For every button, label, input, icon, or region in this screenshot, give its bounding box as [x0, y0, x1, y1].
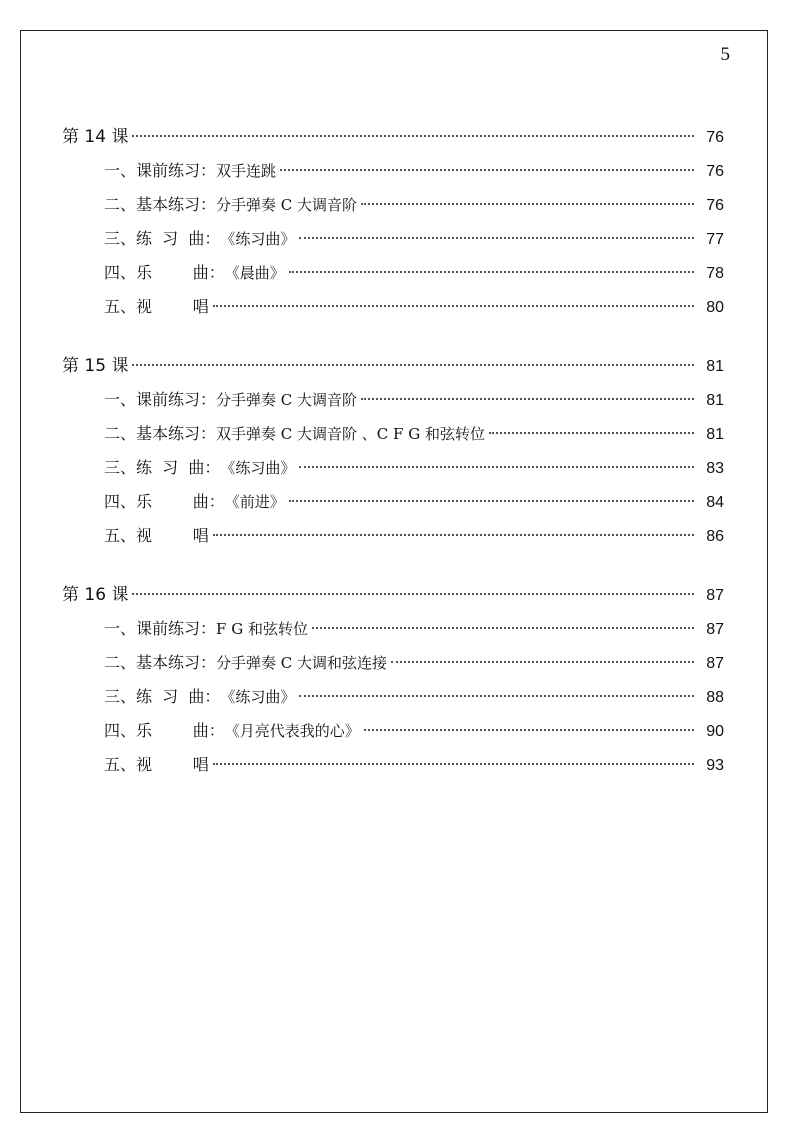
page-ref: 76	[706, 197, 724, 214]
lesson-title: 第 16 课	[62, 585, 129, 605]
entry-label: 一、课前练习：	[104, 390, 217, 409]
page-ref: 80	[706, 299, 724, 316]
page-number: 5	[720, 44, 730, 65]
dot-leader	[132, 364, 694, 366]
entry-label: 五、视 唱	[104, 297, 209, 316]
dot-leader	[299, 466, 694, 468]
entry-label: 二、基本练习：	[104, 653, 217, 672]
entry-label: 二、基本练习：	[104, 424, 217, 443]
dot-leader	[391, 661, 694, 663]
entry-label: 三、练 习 曲：	[104, 687, 221, 706]
toc-entry[interactable]	[62, 154, 724, 188]
page-ref: 81	[706, 426, 724, 443]
entry-subtitle: 《前进》	[224, 493, 285, 511]
entry-label: 二、基本练习：	[104, 195, 217, 214]
entry-subtitle: 《晨曲》	[224, 264, 285, 282]
dot-leader	[213, 305, 694, 307]
page-ref: 93	[706, 757, 724, 774]
entry-subtitle: 分手弹奏 C 大调音阶	[216, 391, 358, 409]
dot-leader	[213, 763, 694, 765]
toc-entry[interactable]	[62, 417, 724, 451]
toc-entry[interactable]	[62, 612, 724, 646]
lesson-16	[62, 578, 724, 782]
dot-leader	[132, 593, 694, 595]
entry-label: 一、课前练习：	[104, 161, 217, 180]
dot-leader	[280, 169, 694, 171]
dot-leader	[361, 203, 694, 205]
entry-label: 四、乐 曲：	[104, 721, 225, 740]
page-ref: 81	[706, 358, 724, 375]
entry-label: 一、课前练习：	[104, 619, 217, 638]
table-of-contents	[62, 120, 724, 807]
entry-subtitle: F G 和弦转位	[216, 620, 308, 638]
entry-subtitle: 分手弹奏 C 大调音阶	[216, 196, 358, 214]
entry-label: 五、视 唱	[104, 755, 209, 774]
page-ref: 87	[706, 655, 724, 672]
toc-entry[interactable]	[62, 290, 724, 324]
entry-label: 三、练 习 曲：	[104, 229, 221, 248]
dot-leader	[489, 432, 694, 434]
dot-leader	[213, 534, 694, 536]
page-ref: 87	[706, 621, 724, 638]
toc-entry[interactable]	[62, 646, 724, 680]
toc-entry[interactable]	[62, 519, 724, 553]
toc-heading-lesson-14[interactable]	[62, 120, 724, 154]
entry-subtitle: 《练习曲》	[220, 230, 296, 248]
entry-label: 五、视 唱	[104, 526, 209, 545]
toc-entry[interactable]	[62, 222, 724, 256]
page-ref: 90	[706, 723, 724, 740]
entry-label: 四、乐 曲：	[104, 492, 225, 511]
toc-entry[interactable]	[62, 188, 724, 222]
dot-leader	[299, 695, 694, 697]
page-ref: 84	[706, 494, 724, 511]
toc-entry[interactable]	[62, 451, 724, 485]
lesson-14	[62, 120, 724, 324]
toc-entry[interactable]	[62, 748, 724, 782]
dot-leader	[361, 398, 694, 400]
dot-leader	[289, 271, 694, 273]
toc-heading-lesson-15[interactable]	[62, 349, 724, 383]
page-ref: 88	[706, 689, 724, 706]
entry-subtitle: 双手连跳	[216, 162, 277, 180]
lesson-title: 第 14 课	[62, 127, 129, 147]
toc-entry[interactable]	[62, 680, 724, 714]
page-ref: 76	[706, 163, 724, 180]
dot-leader	[312, 627, 694, 629]
toc-heading-lesson-16[interactable]	[62, 578, 724, 612]
page-ref: 81	[706, 392, 724, 409]
entry-subtitle: 《练习曲》	[220, 688, 296, 706]
lesson-15	[62, 349, 724, 553]
page-ref: 78	[706, 265, 724, 282]
page-ref: 87	[706, 587, 724, 604]
entry-label: 四、乐 曲：	[104, 263, 225, 282]
page-ref: 77	[706, 231, 724, 248]
entry-subtitle: 分手弹奏 C 大调和弦连接	[216, 654, 388, 672]
page-ref: 86	[706, 528, 724, 545]
toc-entry[interactable]	[62, 383, 724, 417]
entry-subtitle: 《月亮代表我的心》	[224, 722, 360, 740]
dot-leader	[299, 237, 694, 239]
dot-leader	[289, 500, 694, 502]
toc-entry[interactable]	[62, 485, 724, 519]
dot-leader	[364, 729, 694, 731]
entry-label: 三、练 习 曲：	[104, 458, 221, 477]
lesson-title: 第 15 课	[62, 356, 129, 376]
dot-leader	[132, 135, 694, 137]
entry-subtitle: 双手弹奏 C 大调音阶 、C F G 和弦转位	[216, 425, 485, 443]
page-ref: 76	[706, 129, 724, 146]
toc-entry[interactable]	[62, 256, 724, 290]
toc-entry[interactable]	[62, 714, 724, 748]
entry-subtitle: 《练习曲》	[220, 459, 296, 477]
page-ref: 83	[706, 460, 724, 477]
